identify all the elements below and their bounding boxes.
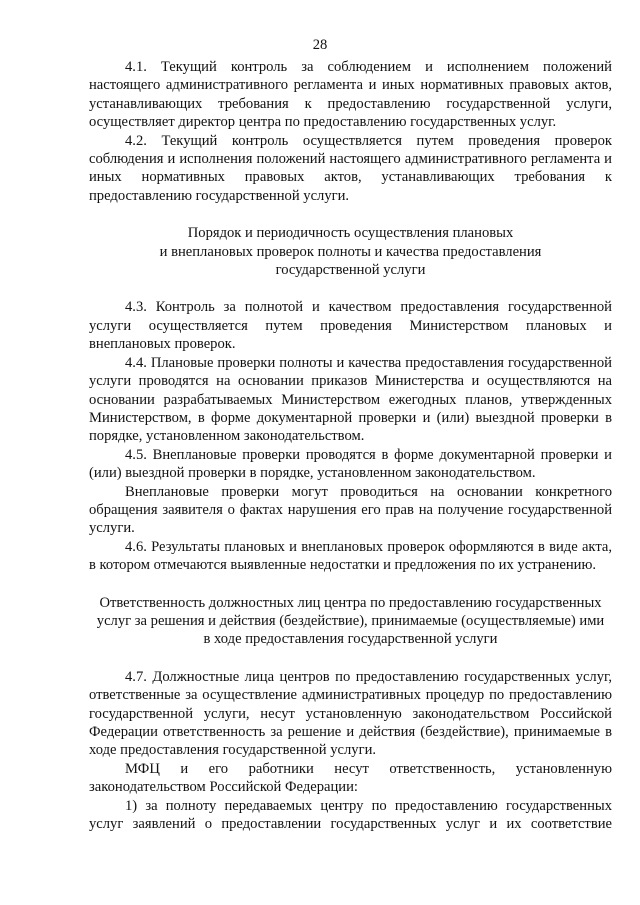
paragraph-4-3: 4.3. Контроль за полнотой и качеством предоставления государственной услуги осуществляется путем проведения Министерством плановых и внеплановых проверок. bbox=[89, 299, 612, 353]
heading-line: государственной услуги bbox=[275, 262, 426, 279]
heading-line: в ходе предоставления государственной услуги bbox=[203, 631, 498, 648]
paragraph-4-4: 4.4. Плановые проверки полноты и качества предоставления государственной услуги проводятся на основании приказов Министерства и осуществляются на основании разрабатываемых Министерством ежегодных планов, утвержденных Министерством, в форме документарной проверки и (или) выездной проверки в порядке, установленном законодательством. bbox=[89, 354, 612, 445]
section-heading-inspections bbox=[89, 224, 612, 279]
paragraph-item-1: 1) за полноту передаваемых центру по предоставлению государственных услуг заявлений о предоставлении государственных услуг и их соответствие bbox=[89, 797, 612, 833]
heading-line: Порядок и периодичность осуществления плановых bbox=[187, 225, 514, 242]
paragraph-unscheduled: Внеплановые проверки могут проводиться на основании конкретного обращения заявителя о фактах нарушения его прав на получение государственной услуги. bbox=[89, 483, 612, 537]
heading-line: и внеплановых проверок полноты и качества предоставления bbox=[159, 243, 542, 260]
paragraph-4-6: 4.6. Результаты плановых и внеплановых проверок оформляются в виде акта, в котором отмечаются выявленные недостатки и предложения по их устранению. bbox=[89, 538, 612, 574]
paragraph-mfc: МФЦ и его работники несут ответственность, установленную законодательством Российской Федерации: bbox=[89, 760, 612, 796]
document-body bbox=[89, 58, 612, 833]
paragraph-4-1: 4.1. Текущий контроль за соблюдением и исполнением положений настоящего административного регламента и иных нормативных правовых актов, устанавливающих требования к предоставлению государственной услуги, осуществляет директор центра по предоставлению государственных услуг. bbox=[89, 59, 612, 131]
heading-line: Ответственность должностных лиц центра по предоставлению государственных bbox=[99, 594, 602, 611]
paragraph-4-5: 4.5. Внеплановые проверки проводятся в форме документарной проверки и (или) выездной проверки в порядке, установленном законодательством. bbox=[89, 446, 612, 482]
section-heading-responsibility bbox=[89, 594, 612, 649]
paragraph-4-2: 4.2. Текущий контроль осуществляется путем проведения проверок соблюдения и исполнения положений настоящего административного регламента и иных нормативных правовых актов, устанавливающих требования к предоставлению государственной услуги. bbox=[89, 132, 612, 204]
page-number: 28 bbox=[312, 37, 328, 53]
paragraph-4-7: 4.7. Должностные лица центров по предоставлению государственных услуг, ответственные за осуществление административных процедур по предоставлению государственной услуги, несут установленную законодательством Российской Федерации ответственность за решение и действия (бездействие), принимаемые в ходе предоставления государственной услуги. bbox=[89, 668, 612, 759]
heading-line: услуг за решения и действия (бездействие), принимаемые (осуществляемые) ими bbox=[96, 612, 605, 629]
